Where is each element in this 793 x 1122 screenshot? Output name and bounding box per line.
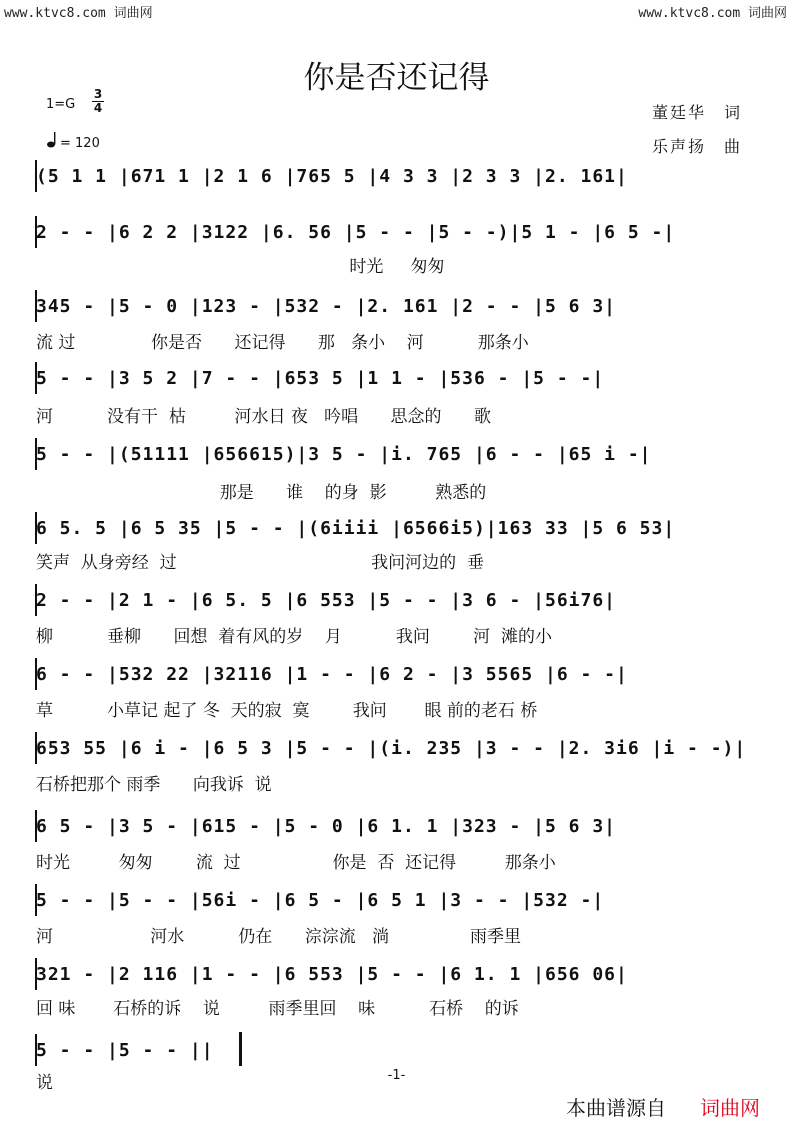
system-12-lyrics: 回 味 石桥的诉 说 雨季里回 味 石桥 的诉 <box>36 999 519 1018</box>
system-7-notes: 2 - - |2 1 - |6 5. 5 |6 553 |5 - - |3 6 - |56i76| <box>36 590 617 611</box>
watermark-left: www.ktvc8.com 词曲网 <box>4 6 153 21</box>
time-signature-top: 3 <box>93 87 103 101</box>
final-barline <box>239 1032 242 1066</box>
system-10-notes: 6 5 - |3 5 - |615 - |5 - 0 |6 1. 1 |323 - |5 6 3| <box>36 816 617 837</box>
system-7-lyrics: 柳 垂柳 回想 着有风的岁 月 我问 河 滩的小 <box>36 627 552 646</box>
system-3-lyrics: 流 过 你是否 还记得 那 条小 河 那条小 <box>36 333 529 352</box>
time-signature-bottom: 4 <box>93 101 103 115</box>
page-number: -1- <box>387 1068 406 1083</box>
song-title: 你是否还记得 <box>303 60 490 96</box>
system-1-lyrics <box>36 196 748 220</box>
system-4-lyrics: 河 没有干 枯 河水日 夜 吟唱 思念的 歌 <box>36 407 491 426</box>
time-signature <box>92 88 104 115</box>
system-5-lyrics: 那是 谁 的身 影 熟悉的 <box>36 483 487 502</box>
system-10-lyrics: 时光 匆匆 流 过 你是 否 还记得 那条小 <box>36 853 556 872</box>
system-4-notes: 5 - - |3 5 2 |7 - - |653 5 |1 1 - |536 - |5 - -| <box>36 368 605 389</box>
system-3-notes: 345 - |5 - 0 |123 - |532 - |2. 161 |2 - - |5 6 3| <box>36 296 617 317</box>
system-13-notes: 5 - - |5 - - || <box>36 1040 214 1061</box>
system-2-lyrics: 时光 匆匆 <box>36 257 445 276</box>
system-11-lyrics: 河 河水 仍在 淙淙流 淌 雨季里 <box>36 927 521 946</box>
system-12-notes: 321 - |2 116 |1 - - |6 553 |5 - - |6 1. 1 |656 06| <box>36 964 628 985</box>
system-2-notes: 2 - - |6 2 2 |3122 |6. 56 |5 - - |5 - -)|5 1 - |6 5 -| <box>36 222 676 243</box>
system-9-lyrics: 石桥把那个 雨季 向我诉 说 <box>36 775 272 794</box>
key-signature: 1=G <box>46 97 76 112</box>
tempo: = 120 <box>60 136 100 151</box>
composer: 乐声扬 曲 <box>652 137 743 156</box>
system-1-notes: (5 1 1 |671 1 |2 1 6 |765 5 |4 3 3 |2 3 3 |2. 161| <box>36 166 628 187</box>
system-5-notes: 5 - - |(51111 |656615)|3 5 - |i. 765 |6 - - |65 i -| <box>36 444 652 465</box>
system-6-lyrics: 笑声 从身旁经 过 我问河边的 垂 <box>36 553 484 572</box>
lyricist: 董廷华 词 <box>652 103 743 122</box>
system-9-notes: 653 55 |6 i - |6 5 3 |5 - - |(i. 235 |3 - - |2. 3i6 |i - -)| <box>36 738 747 759</box>
watermark-right: www.ktvc8.com 词曲网 <box>638 6 787 21</box>
system-6-notes: 6 5. 5 |6 5 35 |5 - - |(6iiii |6566i5)|163 33 |5 6 53| <box>36 518 676 539</box>
footer-source-brand[interactable]: 词曲网 <box>700 1096 760 1120</box>
footer-source-text: 本曲谱源自 <box>566 1096 666 1120</box>
system-13-lyrics: 说 <box>36 1073 53 1092</box>
system-11-notes: 5 - - |5 - - |56i - |6 5 - |6 5 1 |3 - - |532 -| <box>36 890 605 911</box>
system-8-lyrics: 草 小草记 起了 冬 天的寂 寞 我问 眼 前的老石 桥 <box>36 701 538 720</box>
system-8-notes: 6 - - |532 22 |32116 |1 - - |6 2 - |3 5565 |6 - -| <box>36 664 628 685</box>
